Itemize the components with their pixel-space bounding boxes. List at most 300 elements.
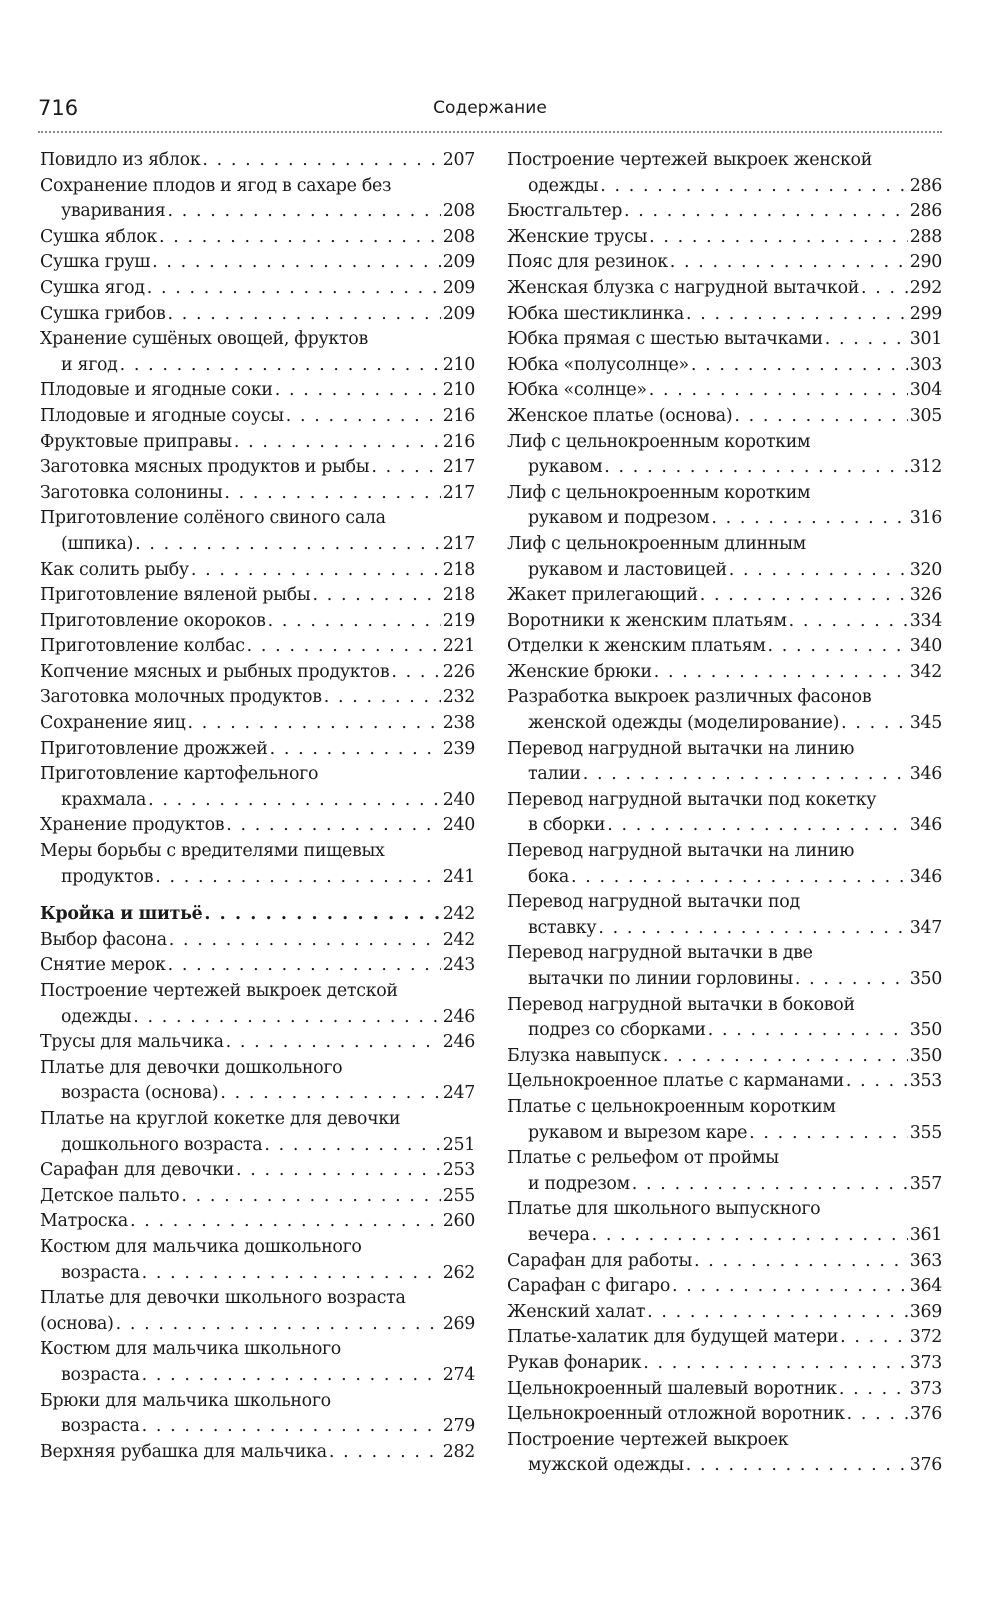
dot-leader xyxy=(846,1069,908,1095)
dot-leader xyxy=(324,685,441,711)
dot-leader xyxy=(391,660,440,686)
toc-page-number: 355 xyxy=(909,1122,942,1143)
toc-entry-title-line: Сушка яблок xyxy=(40,226,157,247)
toc-page-number: 238 xyxy=(442,713,475,734)
toc-page-number: 361 xyxy=(909,1224,942,1245)
toc-page-number: 299 xyxy=(909,303,942,324)
toc-entry xyxy=(40,1337,475,1388)
dot-leader xyxy=(571,865,908,891)
toc-entry-title-line: Плодовые и ягодные соусы xyxy=(40,405,284,426)
toc-page-number: 226 xyxy=(442,661,475,682)
dot-leader xyxy=(708,1018,908,1044)
toc-entry xyxy=(40,1440,475,1466)
toc-entry-title-line: Приготовление солёного свиного сала xyxy=(40,508,386,529)
toc-entry-title-line: Юбка «полусолнце» xyxy=(507,354,689,375)
dot-leader xyxy=(270,737,441,763)
toc-entry xyxy=(40,1030,475,1056)
toc-entry xyxy=(507,1249,942,1275)
toc-entry-title-line: женской одежды (моделирование) xyxy=(528,713,840,734)
toc-page-number: 239 xyxy=(442,738,475,759)
toc-entry xyxy=(507,1095,942,1146)
toc-entry xyxy=(507,404,942,430)
toc-entry xyxy=(40,481,475,507)
dot-leader xyxy=(247,634,441,660)
toc-page-number: 303 xyxy=(909,354,942,375)
dot-leader xyxy=(624,199,908,225)
toc-entry xyxy=(40,953,475,979)
toc-page-number: 363 xyxy=(909,1250,942,1271)
toc-page-number: 350 xyxy=(909,1020,942,1041)
toc-entry-title-line: Разработка выкроек различных фасонов xyxy=(507,687,872,708)
toc-entry-title-line: Хранение продуктов xyxy=(40,815,225,836)
toc-entry-title-line: возраста (основа) xyxy=(61,1083,219,1104)
dot-leader xyxy=(583,762,908,788)
toc-page-number: 218 xyxy=(442,585,475,606)
toc-page-number: 346 xyxy=(909,815,942,836)
toc-entry-title-line: Построение чертежей выкроек детской xyxy=(40,981,398,1001)
dot-leader xyxy=(264,1133,440,1159)
dot-leader xyxy=(188,711,441,737)
dot-leader xyxy=(371,455,440,481)
toc-entry xyxy=(40,1158,475,1184)
toc-entry-title-line: Брюки для мальчика школьного xyxy=(40,1390,331,1411)
toc-page-number: 210 xyxy=(442,354,475,375)
toc-entry xyxy=(507,634,942,660)
toc-page-number: 262 xyxy=(442,1262,475,1283)
toc-entry xyxy=(40,583,475,609)
toc-entry xyxy=(40,685,475,711)
toc-entry-title-line: возраста xyxy=(61,1416,140,1437)
toc-page-number: 255 xyxy=(442,1185,475,1206)
toc-page-number: 232 xyxy=(442,687,475,708)
toc-entry-title-line: и ягод xyxy=(61,354,118,375)
toc-entry xyxy=(40,1286,475,1337)
toc-entry-title-line: Платье на круглой кокетке для девочки xyxy=(40,1108,401,1129)
dot-leader xyxy=(825,327,908,353)
toc-entry xyxy=(40,378,475,404)
toc-entry-title-line: Перевод нагрудной вытачки под кокетку xyxy=(507,789,877,810)
toc-entry-title-line: Сарафан с фигаро xyxy=(507,1276,671,1297)
toc-entry-title-line: Плодовые и ягодные соки xyxy=(40,380,273,401)
toc-entry-title-line: Цельнокроенный шалевый воротник xyxy=(507,1378,837,1399)
toc-entry-title-line: Женский халат xyxy=(507,1301,646,1322)
toc-page-number: 208 xyxy=(442,226,475,247)
toc-entry xyxy=(40,711,475,737)
toc-page-number: 345 xyxy=(909,713,942,734)
toc-entry-title-line: Воротники к женским платьям xyxy=(507,610,787,631)
toc-entry-title-line: Сарафан для девочки xyxy=(40,1160,235,1181)
toc-page-number: 246 xyxy=(442,1032,475,1053)
toc-entry-title-line: Юбка шестиклинка xyxy=(507,303,684,324)
dot-leader xyxy=(789,609,908,635)
toc-entry xyxy=(507,481,942,532)
toc-entry xyxy=(40,506,475,557)
dot-leader xyxy=(840,1325,908,1351)
toc-entry xyxy=(507,1146,942,1197)
toc-page-number: 376 xyxy=(909,1404,942,1425)
toc-entry-title-line: Цельнокроенный отложной воротник xyxy=(507,1404,845,1425)
dot-leader xyxy=(147,276,441,302)
toc-entry xyxy=(507,1044,942,1070)
toc-entry xyxy=(507,1300,942,1326)
toc-page-number: 288 xyxy=(909,226,942,247)
toc-entry xyxy=(507,737,942,788)
page-header xyxy=(38,94,942,126)
toc-entry-title-line: Приготовление окороков xyxy=(40,610,266,631)
toc-page-number: 346 xyxy=(909,764,942,785)
toc-entry xyxy=(40,148,475,174)
toc-page-number: 243 xyxy=(442,955,475,976)
toc-entry-title-line: мужской одежды xyxy=(528,1455,684,1476)
toc-page-number: 218 xyxy=(442,559,475,580)
toc-page-number: 373 xyxy=(909,1352,942,1373)
toc-entry-title-line: рукавом xyxy=(528,457,603,478)
toc-page-number: 210 xyxy=(442,380,475,401)
toc-entry-title-line: Перевод нагрудной вытачки на линию xyxy=(507,841,855,862)
running-title: Содержание xyxy=(433,98,547,118)
toc-page-number: 316 xyxy=(909,508,942,529)
toc-entry-title-line: (шпика) xyxy=(61,533,134,554)
page-number: 716 xyxy=(38,96,79,120)
toc-page-number: 209 xyxy=(442,252,475,273)
toc-entry xyxy=(507,1325,942,1351)
toc-page-number: 353 xyxy=(909,1071,942,1092)
toc-section-heading xyxy=(40,902,475,928)
toc-entry xyxy=(40,979,475,1030)
toc-entry xyxy=(507,327,942,353)
toc-entry-title-line: Приготовление колбас xyxy=(40,636,245,657)
dot-leader xyxy=(686,1453,908,1479)
toc-entry-title-line: Платье с цельнокроенным коротким xyxy=(507,1096,836,1117)
toc-entry-title-line: Заготовка солонины xyxy=(40,482,223,503)
toc-entry-title-line: Платье с рельефом от проймы xyxy=(507,1148,779,1169)
toc-entry xyxy=(40,1389,475,1440)
dot-leader xyxy=(152,250,441,276)
dot-leader xyxy=(312,583,440,609)
toc-entry xyxy=(507,430,942,481)
toc-entry-title-line: Сарафан для работы xyxy=(507,1250,693,1271)
toc-page-number: 301 xyxy=(909,329,942,350)
dot-leader xyxy=(142,1261,441,1287)
toc-page-number: 372 xyxy=(909,1327,942,1348)
toc-page-number: 282 xyxy=(442,1441,475,1462)
dot-leader xyxy=(598,916,907,942)
toc-page-number: 290 xyxy=(909,252,942,273)
toc-entry xyxy=(507,890,942,941)
toc-entry-title-line: Кройка и шитьё xyxy=(40,904,203,925)
toc-entry xyxy=(507,302,942,328)
toc-entry xyxy=(507,788,942,839)
toc-entry-title-line: Лиф с цельнокроенным коротким xyxy=(507,482,811,503)
toc-entry xyxy=(507,1377,942,1403)
toc-entry-title-line: Жакет прилегающий xyxy=(507,585,698,606)
toc-entry xyxy=(507,532,942,583)
toc-entry xyxy=(507,148,942,199)
dot-leader xyxy=(286,404,441,430)
toc-entry xyxy=(40,928,475,954)
dot-leader xyxy=(236,1158,441,1184)
dot-leader xyxy=(226,813,440,839)
dot-leader xyxy=(204,902,440,928)
toc-page-number: 350 xyxy=(909,969,942,989)
toc-entry-title-line: Женские трусы xyxy=(507,226,648,247)
toc-entry xyxy=(507,1428,942,1479)
dot-leader xyxy=(168,953,441,979)
dot-leader xyxy=(275,378,441,404)
toc-column-right xyxy=(507,148,942,1479)
dot-leader xyxy=(711,506,907,532)
toc-entry xyxy=(507,378,942,404)
toc-page-number: 357 xyxy=(909,1173,942,1194)
dot-leader xyxy=(729,558,908,584)
toc-entry-title-line: Блузка навыпуск xyxy=(507,1045,661,1066)
toc-entry-title-line: Перевод нагрудной вытачки в боковой xyxy=(507,994,855,1015)
toc-entry-title-line: Перевод нагрудной вытачки в две xyxy=(507,943,813,964)
toc-entry-title-line: Сохранение яиц xyxy=(40,713,186,734)
dot-leader xyxy=(649,378,908,404)
toc-entry xyxy=(40,430,475,456)
toc-entry-title-line: вставку xyxy=(528,917,597,938)
dot-leader xyxy=(226,1030,441,1056)
toc-page-number: 350 xyxy=(909,1045,942,1066)
toc-entry-title-line: Повидло из яблок xyxy=(40,150,201,170)
toc-page-number: 219 xyxy=(442,610,475,631)
toc-entry-title-line: бока xyxy=(528,866,569,887)
dot-leader xyxy=(592,1223,908,1249)
toc-entry xyxy=(507,609,942,635)
toc-entry-title-line: Перевод нагрудной вытачки под xyxy=(507,892,800,913)
toc-entry-title-line: Женское платье (основа) xyxy=(507,405,733,426)
toc-entry xyxy=(40,404,475,430)
toc-entry-title-line: Сушка грибов xyxy=(40,303,166,324)
toc-entry-title-line: одежды xyxy=(61,1006,132,1027)
toc-entry-title-line: продуктов xyxy=(61,866,154,887)
toc-page-number: 342 xyxy=(909,661,942,682)
toc-entry-title-line: Сушка ягод xyxy=(40,277,145,298)
toc-page-number: 346 xyxy=(909,866,942,887)
toc-entry xyxy=(40,1184,475,1210)
toc-entry-title-line: возраста xyxy=(61,1262,140,1283)
toc-page-number: 305 xyxy=(909,405,942,426)
dot-leader xyxy=(234,430,441,456)
toc-entry-title-line: Трусы для мальчика xyxy=(40,1032,224,1053)
toc-page-number: 247 xyxy=(442,1083,475,1104)
dot-leader xyxy=(672,1274,908,1300)
toc-entry-title-line: Костюм для мальчика школьного xyxy=(40,1339,341,1360)
toc-page-number: 364 xyxy=(909,1276,942,1297)
toc-entry xyxy=(40,1209,475,1235)
dot-leader xyxy=(167,302,440,328)
toc-entry-title-line: Фруктовые приправы xyxy=(40,431,232,452)
toc-entry-title-line: Приготовление дрожжей xyxy=(40,738,268,759)
toc-entry-title-line: рукавом и вырезом каре xyxy=(528,1122,748,1143)
toc-entry xyxy=(40,609,475,635)
dot-leader xyxy=(167,199,440,225)
toc-page-number: 369 xyxy=(909,1301,942,1322)
toc-page-number: 274 xyxy=(442,1364,475,1385)
toc-entry-title-line: Перевод нагрудной вытачки на линию xyxy=(507,738,855,759)
toc-page-number: 208 xyxy=(442,201,475,222)
toc-entry xyxy=(40,250,475,276)
toc-entry-title-line: Выбор фасона xyxy=(40,929,167,950)
toc-entry xyxy=(507,1197,942,1248)
toc-entry-title-line: рукавом и подрезом xyxy=(528,508,710,529)
toc-entry-title-line: Верхняя рубашка для мальчика xyxy=(40,1441,327,1462)
toc-page-number: 286 xyxy=(909,175,942,196)
toc-entry-title-line: талии xyxy=(528,764,581,785)
toc-entry xyxy=(507,839,942,890)
toc-page-number: 209 xyxy=(442,277,475,298)
toc-entry xyxy=(507,353,942,379)
toc-entry xyxy=(507,941,942,992)
dot-leader xyxy=(135,532,441,558)
dot-leader xyxy=(647,1300,908,1326)
toc-entry xyxy=(507,660,942,686)
toc-entry-title-line: в сборки xyxy=(528,815,606,836)
toc-page-number: 240 xyxy=(442,815,475,836)
toc-page-number: 340 xyxy=(909,636,942,657)
toc-entry xyxy=(40,737,475,763)
dot-leader xyxy=(649,225,908,251)
toc-page-number: 242 xyxy=(442,904,475,925)
toc-entry-title-line: Лиф с цельнокроенным коротким xyxy=(507,431,811,452)
dot-leader xyxy=(749,1121,908,1147)
toc-entry xyxy=(507,1351,942,1377)
toc-entry-title-line: Сушка груш xyxy=(40,252,151,273)
toc-page-number: 260 xyxy=(442,1211,475,1232)
dot-leader xyxy=(861,276,908,302)
dot-leader xyxy=(142,1363,441,1389)
toc-entry xyxy=(40,276,475,302)
toc-page-number: 216 xyxy=(442,405,475,426)
dot-leader xyxy=(142,1414,441,1440)
toc-page-number: 251 xyxy=(442,1134,475,1155)
toc-entry-title-line: Отделки к женским платьям xyxy=(507,636,766,657)
toc-page-number: 304 xyxy=(909,380,942,401)
toc-page-number: 209 xyxy=(442,303,475,324)
toc-page-number: 347 xyxy=(909,917,942,938)
header-divider xyxy=(38,131,942,133)
toc-entry xyxy=(40,302,475,328)
toc-entry-title-line: дошкольного возраста xyxy=(61,1134,263,1155)
toc-entry xyxy=(40,1235,475,1286)
toc-entry xyxy=(40,839,475,890)
dot-leader xyxy=(632,1172,908,1198)
dot-leader xyxy=(841,711,908,737)
toc-entry-title-line: и подрезом xyxy=(528,1173,630,1194)
toc-entry xyxy=(40,762,475,813)
toc-entry-title-line: Построение чертежей выкроек xyxy=(507,1429,789,1450)
toc-entry-title-line: Снятие мерок xyxy=(40,955,166,976)
toc-entry-title-line: (основа) xyxy=(40,1313,114,1334)
toc-entry-title-line: Приготовление вяленой рыбы xyxy=(40,585,311,606)
toc-entry xyxy=(507,583,942,609)
dot-leader xyxy=(202,148,440,174)
dot-leader xyxy=(686,302,908,328)
toc-entry xyxy=(507,685,942,736)
toc-entry-title-line: Женские брюки xyxy=(507,661,652,682)
toc-entry xyxy=(40,660,475,686)
toc-entry-title-line: Сохранение плодов и ягод в сахаре без xyxy=(40,175,392,196)
toc-page-number: 279 xyxy=(442,1416,475,1437)
toc-page-number: 217 xyxy=(442,482,475,503)
dot-leader xyxy=(768,634,908,660)
toc-entry-title-line: Рукав фонарик xyxy=(507,1352,642,1373)
toc-page-number: 241 xyxy=(442,866,475,887)
toc-entry-title-line: Хранение сушёных овощей, фруктов xyxy=(40,329,368,350)
toc-entry-title-line: Заготовка мясных продуктов и рыбы xyxy=(40,457,370,478)
dot-leader xyxy=(159,225,441,251)
toc-page-number: 373 xyxy=(909,1378,942,1399)
toc-page-number: 292 xyxy=(909,277,942,298)
toc-entry-title-line: Платье для школьного выпускного xyxy=(507,1199,821,1220)
dot-leader xyxy=(670,250,908,276)
dot-leader xyxy=(181,1184,440,1210)
toc-page-number: 269 xyxy=(442,1313,475,1334)
toc-entry xyxy=(507,993,942,1044)
toc-entry-title-line: рукавом и ластовицей xyxy=(528,559,727,580)
dot-leader xyxy=(839,1377,908,1403)
toc-entry xyxy=(40,174,475,225)
dot-leader xyxy=(654,660,908,686)
dot-leader xyxy=(734,404,907,430)
toc-entry-title-line: Юбка «солнце» xyxy=(507,380,647,401)
toc-entry-title-line: подрез со сборками xyxy=(528,1020,706,1041)
toc-entry-title-line: Заготовка молочных продуктов xyxy=(40,687,322,708)
dot-leader xyxy=(694,1249,908,1275)
toc-entry-title-line: Детское пальто xyxy=(40,1185,180,1206)
toc-entry xyxy=(507,250,942,276)
dot-leader xyxy=(130,1209,441,1235)
dot-leader xyxy=(191,558,441,584)
toc-page-number: 240 xyxy=(442,789,475,810)
toc-entry-title-line: вытачки по линии горловины xyxy=(528,969,793,989)
toc-entry-title-line: Построение чертежей выкроек женской xyxy=(507,150,872,170)
toc-entry-title-line: Цельнокроенное платье с карманами xyxy=(507,1071,844,1092)
toc-entry-title-line: Приготовление картофельного xyxy=(40,764,319,785)
toc-entry-title-line: Как солить рыбу xyxy=(40,559,189,580)
toc-entry xyxy=(40,1056,475,1107)
toc-page-number: 312 xyxy=(909,457,942,478)
toc-page-number: 376 xyxy=(909,1455,942,1476)
toc-entry xyxy=(40,455,475,481)
toc-entry xyxy=(40,558,475,584)
toc-entry-title-line: Меры борьбы с вредителями пищевых xyxy=(40,841,385,862)
toc-entry-title-line: возраста xyxy=(61,1364,140,1385)
dot-leader xyxy=(224,481,440,507)
toc-page-number: 334 xyxy=(909,610,942,631)
toc-entry-title-line: одежды xyxy=(528,175,599,196)
dot-leader xyxy=(600,174,907,200)
dot-leader xyxy=(607,813,908,839)
toc-page-number: 217 xyxy=(442,533,475,554)
toc-page-number: 217 xyxy=(442,457,475,478)
dot-leader xyxy=(691,353,908,379)
toc-entry xyxy=(507,199,942,225)
dot-leader xyxy=(847,1402,908,1428)
toc-entry xyxy=(40,813,475,839)
toc-entry xyxy=(40,634,475,660)
toc-entry-title-line: Пояс для резинок xyxy=(507,252,668,273)
toc-entry-title-line: Бюстгальтер xyxy=(507,201,623,222)
dot-leader xyxy=(795,967,908,993)
toc-entry-title-line: Копчение мясных и рыбных продуктов xyxy=(40,661,390,682)
toc-column-left xyxy=(40,148,475,1465)
toc-page-number: 207 xyxy=(442,150,475,170)
toc-entry-title-line: крахмала xyxy=(61,789,147,810)
toc-page-number: 216 xyxy=(442,431,475,452)
toc-entry-title-line: Матроска xyxy=(40,1211,128,1232)
